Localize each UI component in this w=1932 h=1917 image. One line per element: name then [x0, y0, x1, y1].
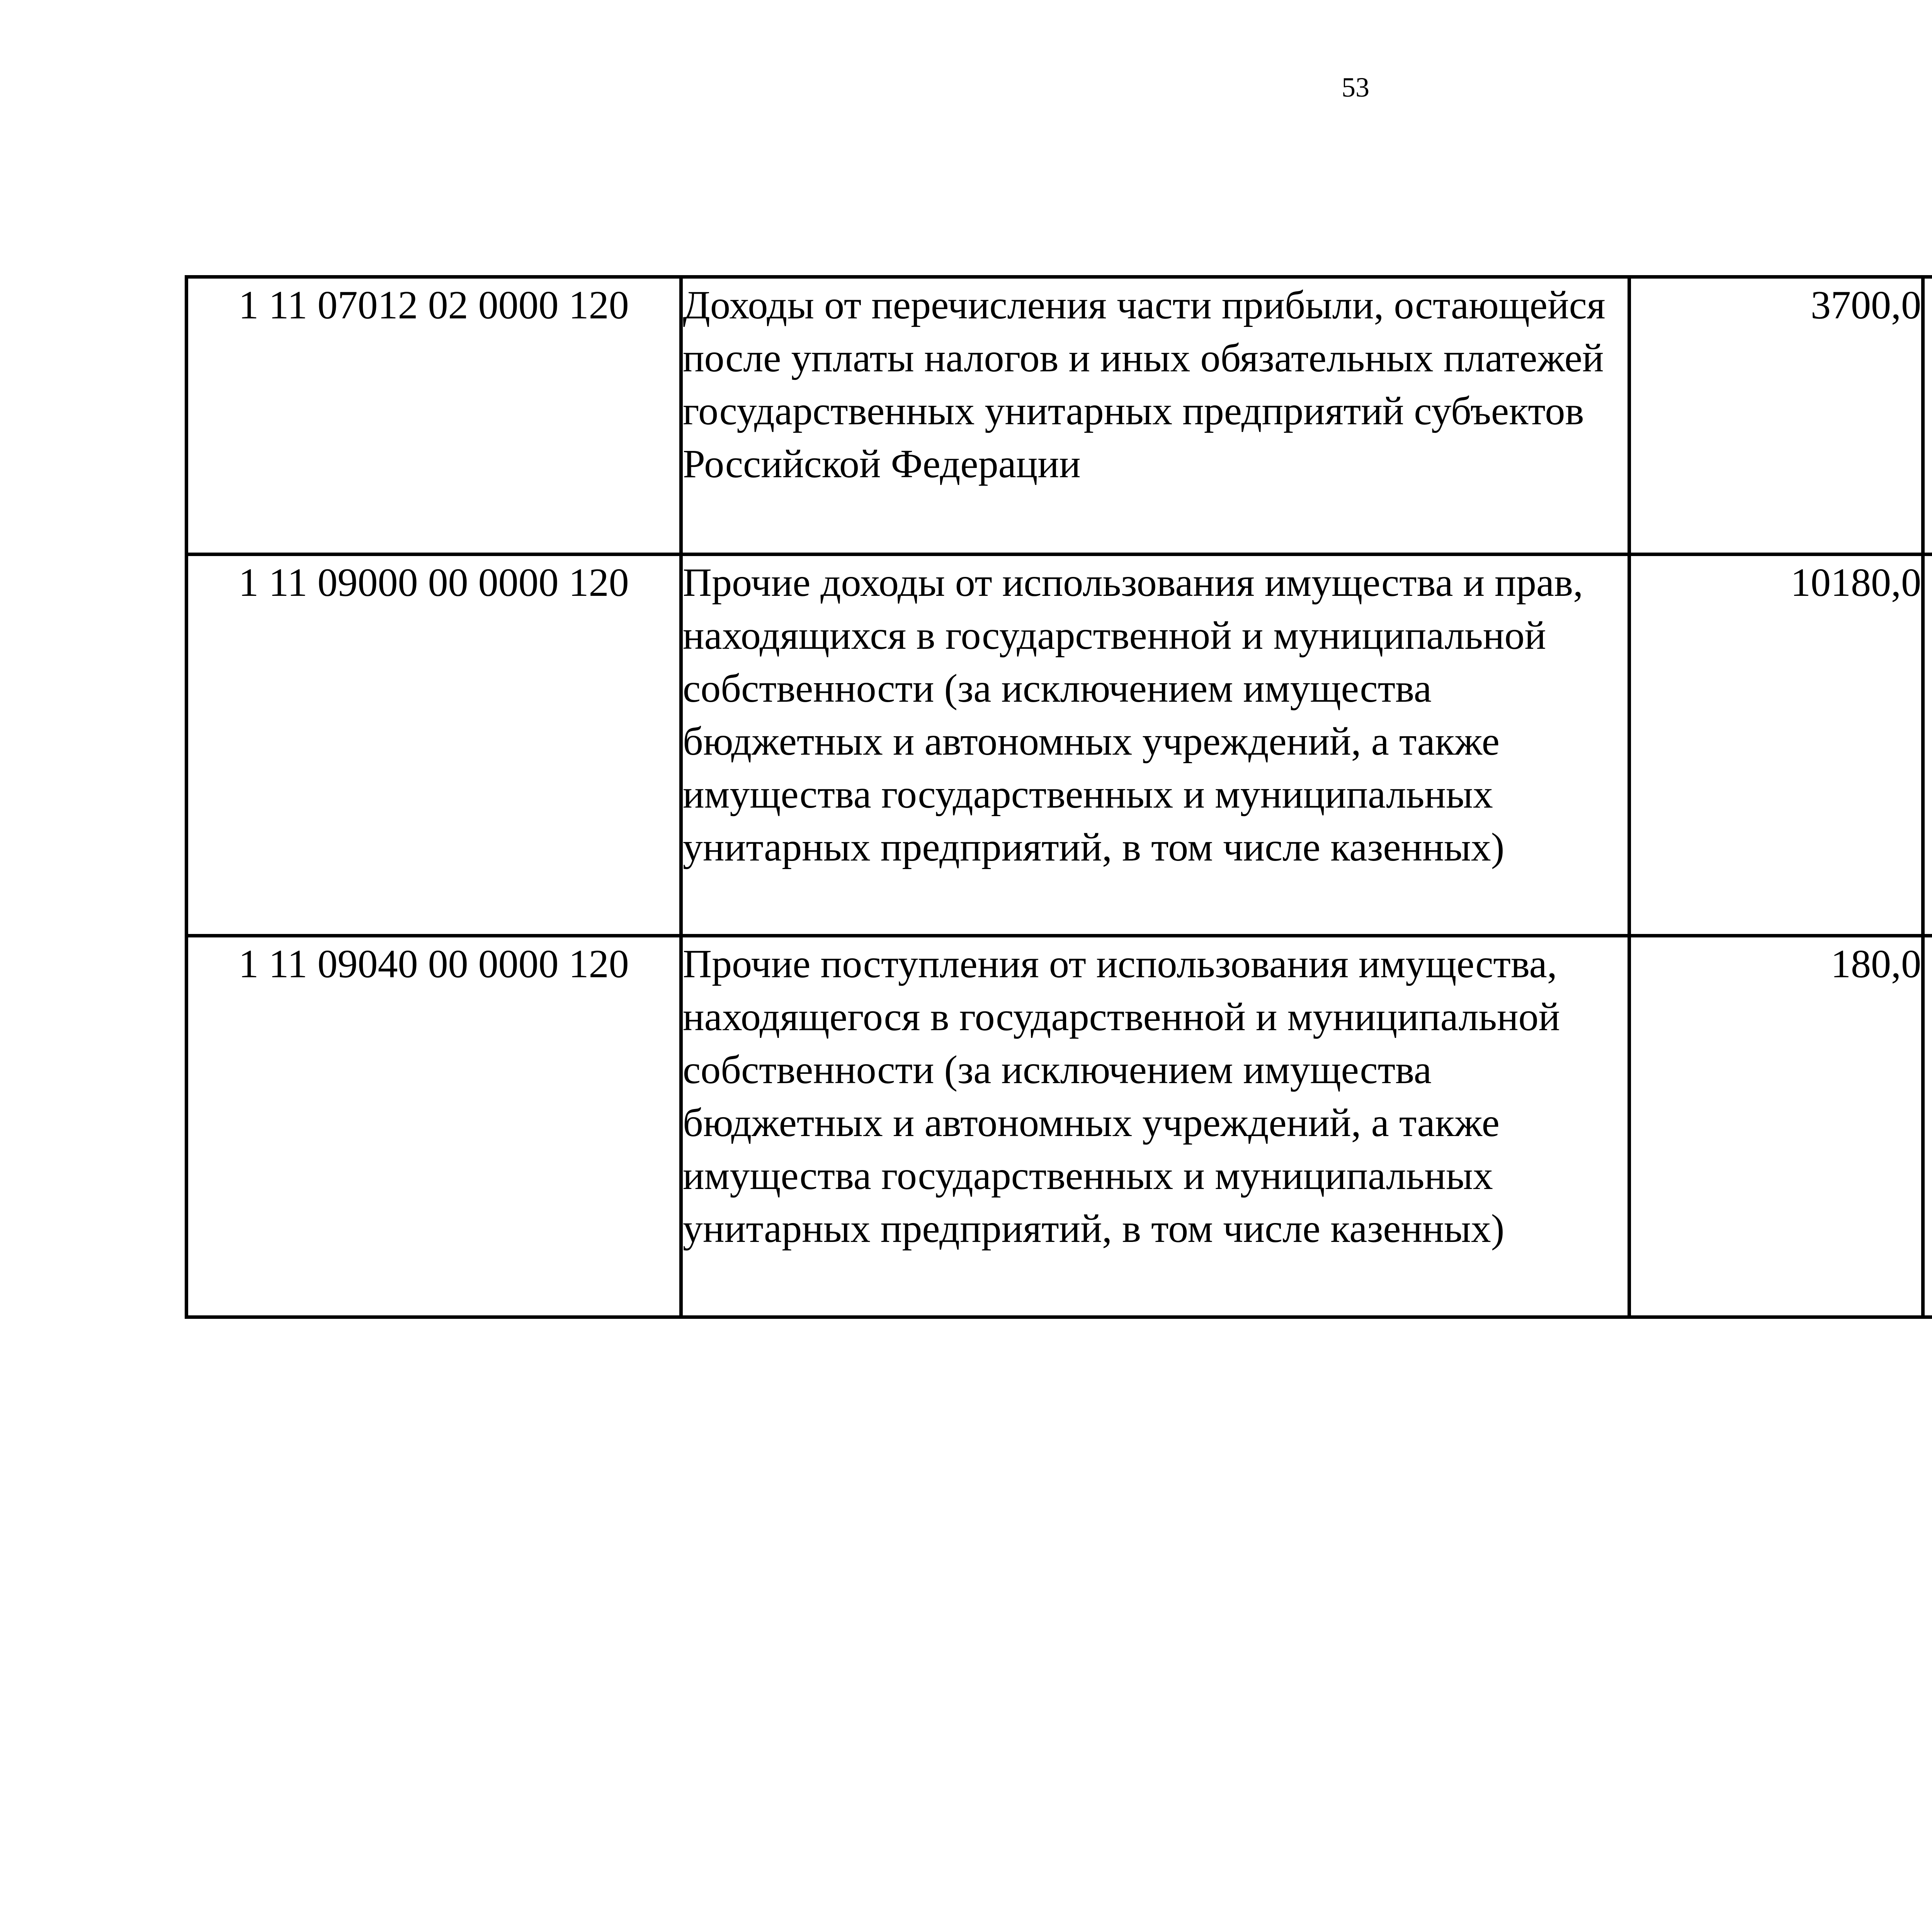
table-row: [187, 936, 1932, 1317]
table-row: [187, 555, 1932, 936]
value-cell-2: [1923, 936, 1932, 1317]
budget-code-cell: 1 11 07012 02 0000 120: [187, 277, 681, 555]
value-cell-1: 3700,0: [1629, 277, 1923, 555]
page-number: 53: [1342, 72, 1369, 103]
description-cell: Доходы от перечисления части прибыли, остающейся после уплаты налогов и иных обязательных платежей государственных унитарных предприятий субъектов Российской Федерации: [681, 277, 1629, 555]
budget-table: [185, 275, 1932, 1319]
value-cell-1: 180,0: [1629, 936, 1923, 1317]
value-cell-2: [1923, 555, 1932, 936]
description-cell: Прочие доходы от использования имущества и прав, находящихся в государственной и муниципальной собственности (за исключением имущества бюджетных и автономных учреждений, а также имущества государственных и муниципальных унитарных предприятий, в том числе казенных): [681, 555, 1629, 936]
budget-code-cell: 1 11 09040 00 0000 120: [187, 936, 681, 1317]
value-cell-2: [1923, 277, 1932, 555]
value-cell-1: 10180,0: [1629, 555, 1923, 936]
table-row: [187, 277, 1932, 555]
description-cell: Прочие поступления от использования имущества, находящегося в государственной и муниципальной собственности (за исключением имущества бюджетных и автономных учреждений, а также имущества государственных и муниципальных унитарных предприятий, в том числе казенных): [681, 936, 1629, 1317]
budget-code-cell: 1 11 09000 00 0000 120: [187, 555, 681, 936]
